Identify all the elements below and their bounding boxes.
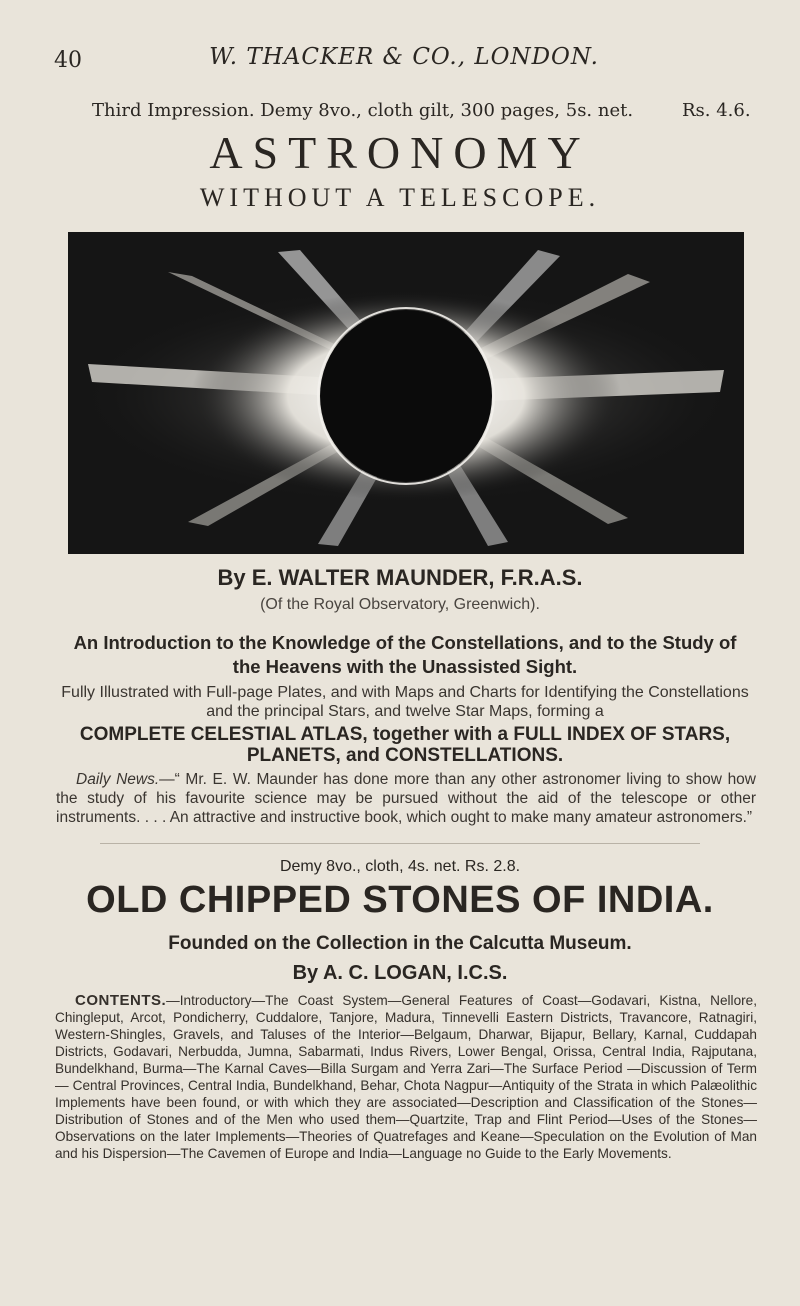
review-text: —“ Mr. E. W. Maunder has done more than any other astronomer living to show how the study of his favourite science may be pursued without the aid of the telescope or other instruments. . . . An attractive and instructive book, which ought to make many amateur astronomers.” [56, 771, 757, 826]
review-source: Daily News. [76, 771, 160, 788]
book-title: ASTRONOMY [209, 127, 591, 178]
price: Rs. 4.6. [682, 100, 751, 121]
section-divider [100, 843, 700, 844]
press-review [56, 770, 756, 827]
book-subtitle: WITHOUT A TELESCOPE. [199, 183, 601, 212]
contents-text: —Introductory—The Coast System—General Features of Coast—Godavari, Kistna, Nellore, Chingleput, Arcot, Pondicherry, Cuddalore, Tanjore, Madura, Tinnevelli Eastern Districts, Travancore, Ratnagiri, Western-Shingles, Gravels, and Taluses of the Interior—Belgaum, Dharwar, Bijapur, Bellary, Karnal, Cuddapah Districts, Godavari, Nerbudda, Jumna, Sabarmati, Indus Rivers, Lower Bengal, Orissa, Central India, Rajputana, Bundelkhand, Burma—The Karnal Caves—Billa Surgam and Yerra Zari—The Surface Period —Discussion of Term — Central Provinces, Central India, Bundelkhand, Behar, Chota Nagpur—Antiquity of the Strata in which Palæolithic Implements have been found, or with which they are associated—Description and Classification of the Stones—Distribution of Stones and of the Men who used them—Quartzite, Trap and Flint Period—Uses of the Stones—Observations on the later Implements—Theories of Quatrefages and Keane—Speculation on the Evolution of Man and his Dispersion—The Cavemen of Europe and India—Language no Guide to the Early Movements. [55, 993, 757, 1161]
book-title-2: OLD CHIPPED STONES OF INDIA. [86, 879, 714, 921]
author-affiliation: (Of the Royal Observatory, Greenwich). [260, 596, 540, 613]
author-line: By E. WALTER MAUNDER, F.R.A.S. [217, 565, 583, 590]
eclipse-plate [68, 232, 744, 554]
edition-line-2: Demy 8vo., cloth, 4s. net. Rs. 2.8. [279, 858, 521, 875]
page-number: 40 [54, 48, 82, 73]
author-line-2: By A. C. LOGAN, I.C.S. [292, 962, 508, 984]
contents-heading: CONTENTS. [75, 992, 167, 1009]
illustrations-note: Fully Illustrated with Full-page Plates, and with Maps and Charts for Identifying the Constellations and the principal Stars, and twelve Star Maps, forming a [61, 684, 749, 720]
book-description: An Introduction to the Knowledge of the Constellations, and to the Study of the Heavens with the Unassisted Sight. [73, 632, 737, 677]
running-head [54, 44, 754, 78]
publisher-name: W. THACKER & CO., LONDON. [209, 44, 599, 70]
edition-details: Third Impression. Demy 8vo., cloth gilt, 300 pages, 5s. net. [92, 100, 634, 121]
table-of-contents [55, 992, 757, 1162]
corona-image [68, 232, 744, 554]
book-subtitle-2: Founded on the Collection in the Calcutta Museum. [168, 933, 632, 954]
atlas-note: COMPLETE CELESTIAL ATLAS, together with a FULL INDEX OF STARS, PLANETS, and CONSTELLATIONS. [79, 724, 731, 766]
